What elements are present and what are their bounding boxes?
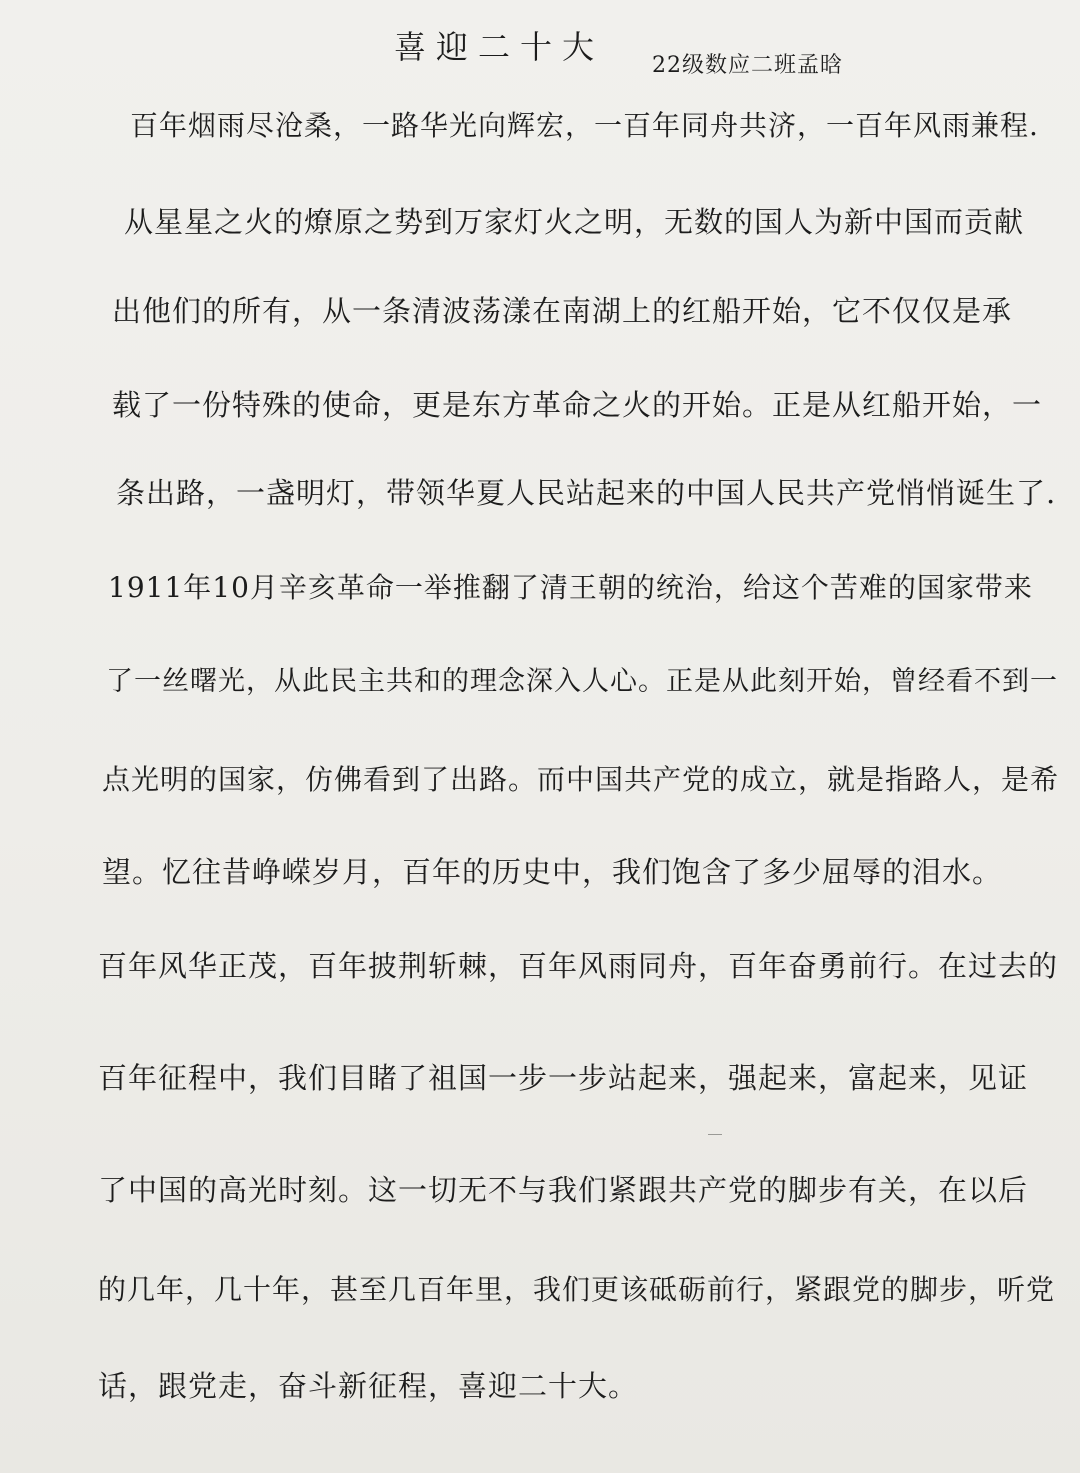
author-class-name: 22级数应二班孟晗	[652, 53, 843, 78]
essay-line-12: 了中国的高光时刻。这一切无不与我们紧跟共产党的脚步有关，在以后	[98, 1173, 1029, 1207]
essay-title: 喜迎二十大	[394, 28, 605, 66]
essay-line-4: 载了一份特殊的使命，更是东方革命之火的开始。正是从红船开始，一	[112, 388, 1043, 422]
essay-line-5: 条出路，一盏明灯，带领华夏人民站起来的中国人民共产党悄悄诞生了.	[116, 476, 1057, 510]
essay-line-10: 百年风华正茂，百年披荆斩棘，百年风雨同舟，百年奋勇前行。在过去的	[98, 949, 1059, 983]
essay-line-13: 的几年，几十年，甚至几百年里，我们更该砥砺前行，紧跟党的脚步，听党	[98, 1273, 1056, 1306]
essay-line-9: 望。忆往昔峥嵘岁月，百年的历史中，我们饱含了多少屈辱的泪水。	[102, 855, 1003, 889]
essay-line-6: 1911年10月辛亥革命一举推翻了清王朝的统治，给这个苦难的国家带来	[108, 571, 1033, 604]
essay-line-2: 从星星之火的燎原之势到万家灯火之明，无数的国人为新中国而贡献	[124, 205, 1025, 239]
essay-line-11: 百年征程中，我们目睹了祖国一步一步站起来，强起来，富起来，见证	[98, 1061, 1029, 1095]
essay-line-7: 了一丝曙光，从此民主共和的理念深入人心。正是从此刻开始，曾经看不到一	[106, 666, 1058, 697]
essay-line-8: 点光明的国家，仿佛看到了出路。而中国共产党的成立，就是指路人，是希	[102, 763, 1060, 796]
essay-line-3: 出他们的所有，从一条清波荡漾在南湖上的红船开始，它不仅仅是承	[112, 294, 1013, 328]
essay-line-1: 百年烟雨尽沧桑，一路华光向辉宏，一百年同舟共济，一百年风雨兼程.	[130, 109, 1039, 142]
pencil-mark	[708, 1134, 722, 1135]
essay-line-14: 话，跟党走，奋斗新征程，喜迎二十大。	[98, 1369, 639, 1403]
